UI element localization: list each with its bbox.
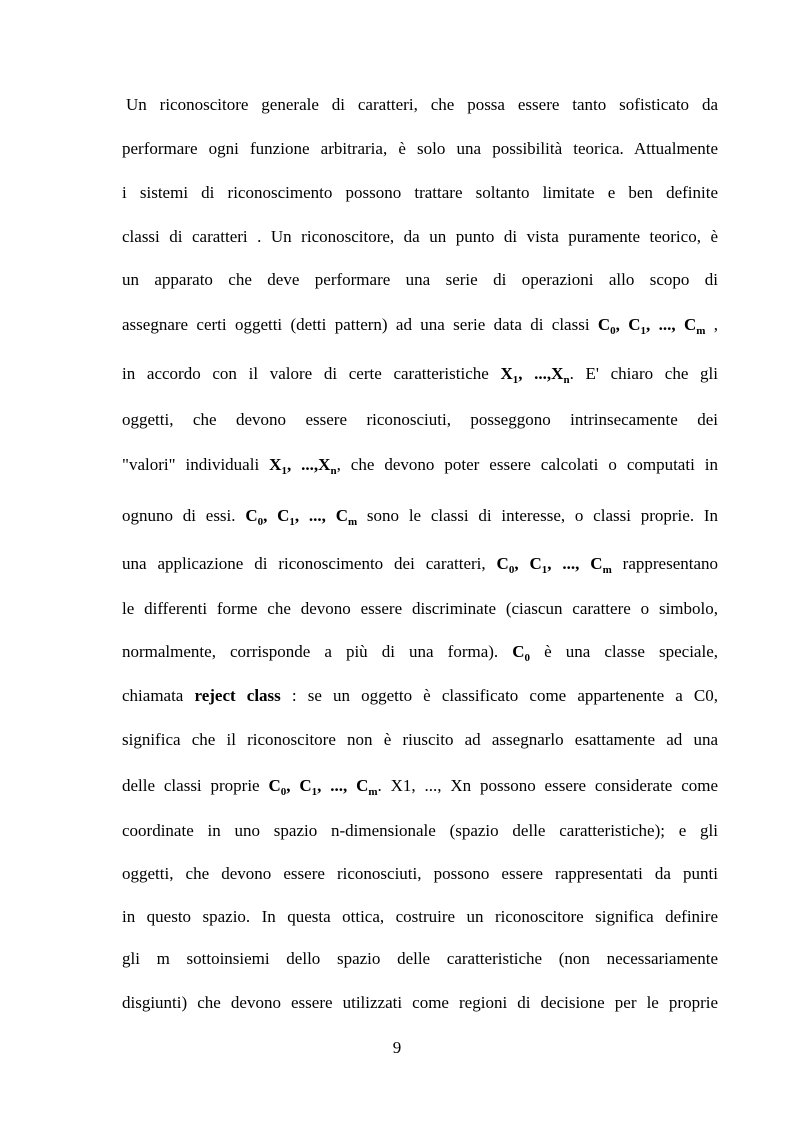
paragraph-line xyxy=(122,775,718,797)
line-text: . E' chiaro che gli xyxy=(569,364,718,383)
line-text: delle classi proprie xyxy=(122,776,269,795)
paragraph-line: Un riconoscitore generale di caratteri, che possa essere tanto sofisticato da xyxy=(126,95,718,114)
math-expression: $C_0$, $C_1$, ..., $C_m$ xyxy=(597,315,706,337)
paragraph-line xyxy=(122,505,718,527)
math-expression: $X_1$, $...,X_n$ xyxy=(500,364,570,386)
line-text: sono le classi di interesse, o classi proprie. In xyxy=(357,506,719,525)
paragraph-line: le differenti forme che devono essere discriminate (ciascun carattere o simbolo, xyxy=(122,599,718,618)
paragraph-line: oggetti, che devono essere riconosciuti, possono essere rappresentati da punti xyxy=(122,864,718,883)
line-text: chiamata xyxy=(122,686,195,705)
line-text: in accordo con il valore di certe caratteristiche xyxy=(122,364,501,383)
line-text: , che devono poter essere calcolati o computati in xyxy=(336,455,718,474)
line-text: normalmente, corrisponde a più di una forma). xyxy=(122,642,513,661)
paragraph-line: coordinate in uno spazio n-dimensionale (spazio delle caratteristiche); e gli xyxy=(122,821,718,840)
paragraph-line: classi di caratteri . Un riconoscitore, da un punto di vista puramente teorico, è xyxy=(122,227,718,246)
math-expression: $X_1$, $...,X_n$ xyxy=(269,455,337,477)
paragraph-line xyxy=(122,685,718,707)
paragraph-line: in questo spazio. In questa ottica, costruire un riconoscitore significa definire xyxy=(122,907,718,926)
paragraph-line xyxy=(122,454,718,476)
paragraph-line: disgiunti) che devono essere utilizzati come regioni di decisione per le proprie xyxy=(122,993,718,1012)
line-text: ognuno di essi. xyxy=(122,506,246,525)
paragraph-line xyxy=(122,553,718,575)
paragraph-line xyxy=(122,641,718,663)
paragraph-line: oggetti, che devono essere riconosciuti, posseggono intrinsecamente dei xyxy=(122,410,718,429)
paragraph-line: un apparato che deve performare una serie di operazioni allo scopo di xyxy=(122,270,718,289)
line-text: assegnare certi oggetti (detti pattern) ad una serie data di classi xyxy=(122,315,598,334)
math-expression: $C_0$, $C_1$, ..., $C_m$ xyxy=(496,554,612,576)
line-text: , xyxy=(705,315,719,334)
paragraph-line: significa che il riconoscitore non è riuscito ad assegnarlo esattamente ad una xyxy=(122,730,718,749)
line-text: è una classe speciale, xyxy=(530,642,718,661)
paragraph-line xyxy=(122,314,718,336)
math-expression: $C_0$ xyxy=(512,642,531,664)
line-text: una applicazione di riconoscimento dei caratteri, xyxy=(122,554,497,573)
line-text: "valori" individuali xyxy=(122,455,270,474)
paragraph-line: i sistemi di riconoscimento possono trattare soltanto limitate e ben definite xyxy=(122,183,718,202)
paragraph-line: gli m sottoinsiemi dello spazio delle caratteristiche (non necessariamente xyxy=(122,949,718,968)
line-text: : se un oggetto è classificato come appartenente a C0, xyxy=(280,686,719,705)
reject-class-term: reject class xyxy=(194,686,281,705)
page-number: 9 xyxy=(392,1038,402,1057)
paragraph-line: performare ogni funzione arbitraria, è solo una possibilità teorica. Attualmente xyxy=(122,139,718,158)
paragraph-line xyxy=(122,363,718,385)
line-text: . X1, ..., Xn possono essere considerate come xyxy=(377,776,719,795)
line-text: rappresentano xyxy=(611,554,719,573)
math-expression: $C_0$, $C_1$, ..., $C_m$ xyxy=(245,506,358,528)
math-expression: $C_0$, $C_1$, ..., $C_m$ xyxy=(268,776,378,798)
